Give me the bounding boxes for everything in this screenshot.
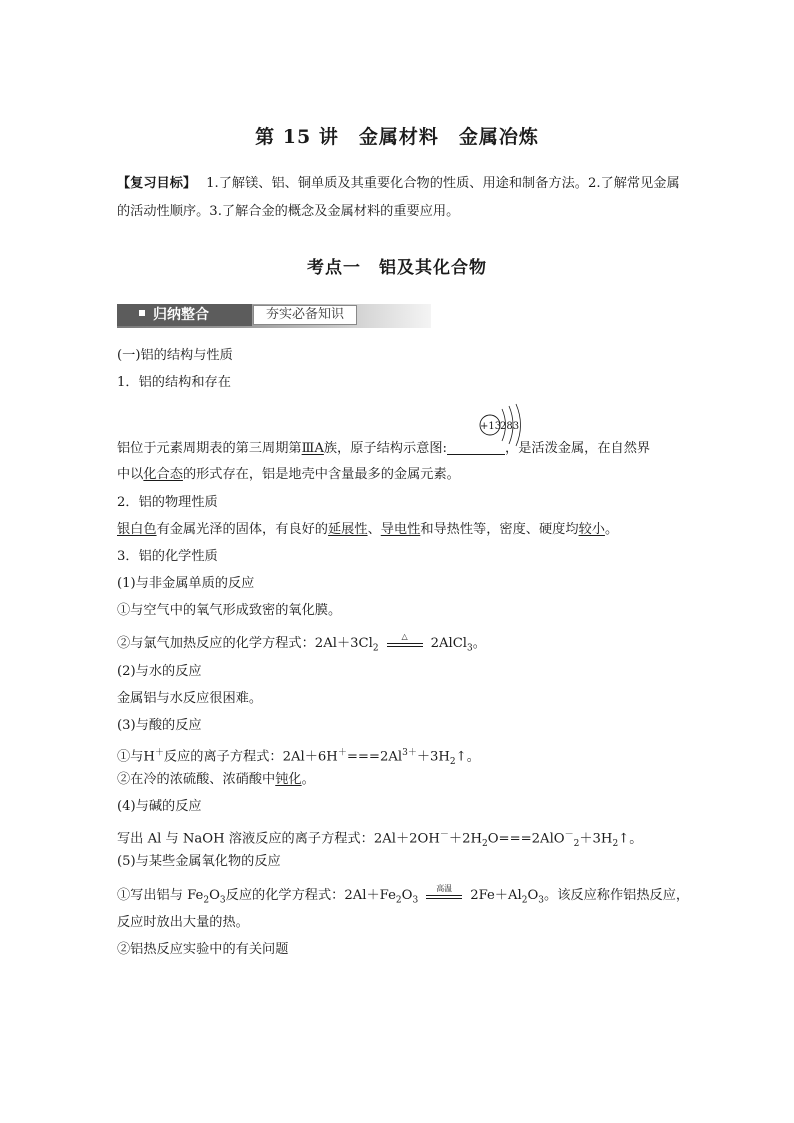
- answer-conductivity: 导电性: [380, 522, 421, 537]
- text-part: 2Fe＋Al: [470, 888, 522, 903]
- text-part: 中以: [117, 467, 144, 482]
- superscript: ＋: [154, 748, 164, 758]
- equals-line: [387, 643, 423, 644]
- text-part: 、: [367, 522, 381, 537]
- heading-water-reaction: (2)与水的反应: [117, 664, 202, 679]
- text-part: 和导热性等，密度、硬度均: [420, 522, 579, 537]
- text-part: ①写出铝与 Fe: [117, 888, 204, 903]
- text-part: 。: [301, 772, 315, 787]
- heading-base-reaction: (4)与碱的反应: [117, 799, 202, 814]
- line-existence-form: [117, 465, 460, 485]
- text-part: ↑。: [455, 749, 480, 765]
- line-thermite-equation: [117, 883, 690, 911]
- equals-line: [387, 646, 423, 647]
- answer-compound-state: 化合态: [143, 467, 183, 482]
- line-passivation: [117, 770, 315, 790]
- text-part: O: [401, 888, 413, 903]
- review-goals-text: 1.了解镁、铝、铜单质及其重要化合物的性质、用途和制备方法。2.了解常见金属的活动性顺序。3.了解合金的概念及金属材料的重要应用。: [117, 176, 680, 219]
- section-banner: [117, 304, 431, 328]
- text-part: ＋3H: [579, 831, 613, 847]
- text-part: ↑。: [618, 831, 643, 847]
- heading-structure-properties: (一)铝的结构与性质: [117, 348, 233, 363]
- text-part: ，是活泼金属，在自然界: [505, 441, 651, 456]
- subscript: 3: [219, 895, 226, 906]
- text-part: 族，原子结构示意图:: [323, 441, 448, 456]
- answer-small: 较小: [578, 522, 605, 537]
- text-part: ①与H: [117, 749, 155, 765]
- square-bullet-icon: [139, 310, 145, 316]
- line-aluminum-position: [117, 439, 650, 459]
- reaction-equals-heat: [387, 631, 423, 651]
- text-part: 铝位于元素周期表的第三周期第: [117, 441, 302, 456]
- answer-group: ⅢA: [301, 441, 324, 456]
- subscript: 3: [412, 895, 419, 906]
- subscript: 2: [203, 895, 210, 906]
- page-title: 第 15 讲 金属材料 金属冶炼: [255, 126, 539, 148]
- review-goals: [117, 170, 687, 226]
- banner-left: [117, 304, 252, 326]
- atom-nucleus-label: +13: [480, 421, 502, 432]
- text-part: 有金属光泽的固体，有良好的: [156, 522, 328, 537]
- text-part: 。: [472, 636, 486, 651]
- subscript: 2: [481, 839, 488, 850]
- text-part: O: [527, 888, 539, 903]
- line-physical-properties: [117, 520, 618, 540]
- text-part: 。该反应称作铝热反应，: [544, 888, 690, 903]
- heading-oxide-reaction: (5)与某些金属氧化物的反应: [117, 854, 281, 869]
- answer-ductility: 延展性: [328, 522, 368, 537]
- line-water-difficult: 金属铝与水反应很困难。: [117, 691, 263, 706]
- text-part: 写出 Al 与 NaOH 溶液反应的离子方程式：2Al＋2OH: [117, 831, 440, 847]
- banner-left-label: 归纳整合: [153, 307, 209, 323]
- text-part: 反应的化学方程式：2Al＋Fe: [225, 888, 396, 903]
- diagram-blank-underline: [447, 440, 505, 455]
- subscript: 2: [372, 643, 379, 654]
- line-oxide-film: ①与空气中的氧气形成致密的氧化膜。: [117, 603, 342, 618]
- line-acid-ion-equation: [117, 743, 480, 772]
- text-part: ②与氯气加热反应的化学方程式：2Al＋3Cl: [117, 636, 373, 651]
- text-part: ②在冷的浓硫酸、浓硝酸中: [117, 772, 276, 787]
- subscript: 2: [449, 757, 456, 768]
- subscript: 3: [538, 895, 545, 906]
- superscript: ＋: [337, 748, 347, 758]
- text-part: O===2AlO: [487, 831, 565, 847]
- line-heat-release: 反应时放出大量的热。: [117, 915, 249, 930]
- heading-acid-reaction: (3)与酸的反应: [117, 718, 202, 733]
- text-part: 的形式存在，铝是地壳中含量最多的金属元素。: [182, 467, 460, 482]
- heading-structure-existence: 1．铝的结构和存在: [117, 375, 231, 390]
- atom-shells-label: 283: [500, 421, 520, 432]
- subscript: 3: [467, 643, 473, 654]
- subscript: 2: [395, 895, 402, 906]
- text-part: ＋3H: [416, 749, 450, 765]
- heading-nonmetal-reaction: (1)与非金属单质的反应: [117, 576, 255, 591]
- line-thermite-experiment: ②铝热反应实验中的有关问题: [117, 942, 289, 957]
- equals-line: [426, 895, 462, 896]
- text-part: 2AlCl: [430, 636, 468, 651]
- text-part: 反应的离子方程式：2Al＋6H: [163, 749, 338, 765]
- reaction-equals-high-temp: [426, 883, 462, 903]
- subscript: 2: [573, 839, 580, 850]
- text-part: ＋2H: [448, 831, 482, 847]
- superscript: －: [564, 830, 574, 840]
- heat-condition-icon: △: [401, 631, 408, 641]
- subscript: 2: [612, 839, 619, 850]
- answer-passivation: 钝化: [275, 772, 302, 787]
- review-goals-tag: 【复习目标】: [117, 176, 197, 191]
- superscript: 3＋: [402, 748, 417, 758]
- superscript: －: [439, 830, 449, 840]
- text-part: ===2Al: [346, 749, 403, 765]
- answer-silver-white: 银白色: [117, 522, 157, 537]
- line-base-ion-equation: [117, 825, 642, 854]
- subscript: 2: [521, 895, 528, 906]
- line-chlorine-equation: [117, 631, 486, 659]
- section-title: 考点一 铝及其化合物: [307, 258, 487, 278]
- heading-chemical-properties: 3．铝的化学性质: [117, 549, 218, 564]
- text-part: O: [209, 888, 220, 903]
- text-part: 。: [604, 522, 619, 537]
- banner-right: 夯实必备知识: [253, 305, 357, 325]
- equals-line: [426, 898, 462, 899]
- heading-physical-properties: 2．铝的物理性质: [117, 495, 218, 510]
- high-temp-condition: 高温: [436, 883, 453, 893]
